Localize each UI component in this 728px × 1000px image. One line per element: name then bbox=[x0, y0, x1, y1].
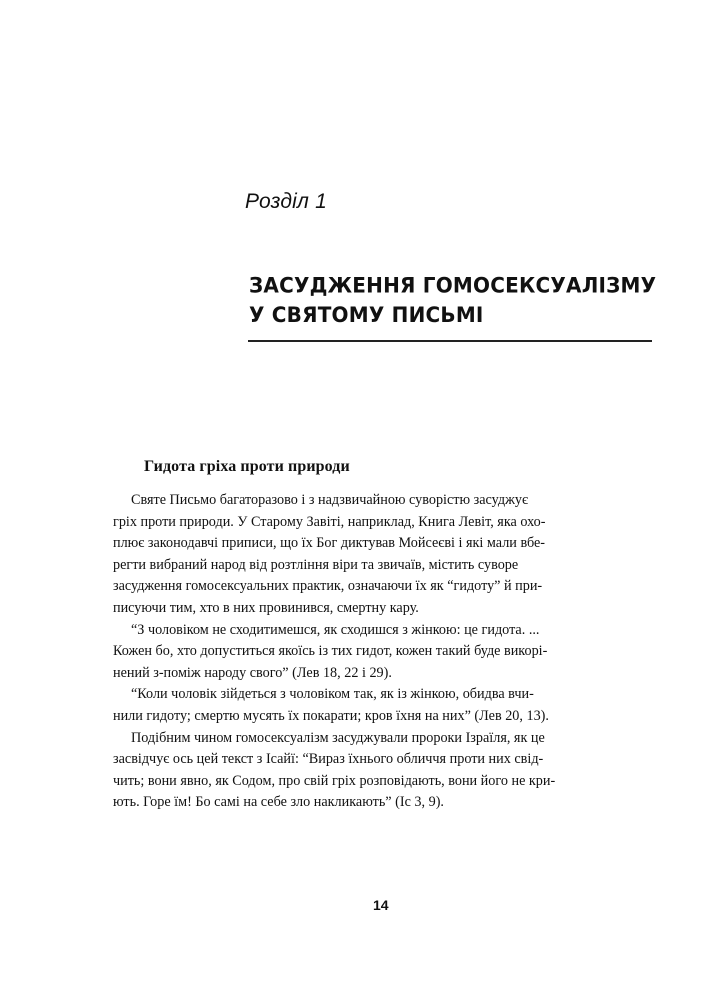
paragraph-line-3: плює законодавчі приписи, що їх Бог диктував Мойсеєві і які мали вбе- bbox=[113, 535, 546, 552]
quote-line-3: нений з-поміж народу свого” (Лев 18, 22 і 29). bbox=[113, 664, 392, 681]
paragraph-line-10: ють. Горе їм! Бо самі на себе зло накликають” (Іс 3, 9). bbox=[113, 794, 444, 811]
chapter-label: Розділ 1 bbox=[245, 190, 327, 213]
chapter-title-line-2: У СВЯТОМУ ПИСЬМІ bbox=[249, 301, 484, 328]
chapter-title bbox=[249, 270, 669, 329]
body-text bbox=[113, 490, 651, 814]
quote-line-2: Кожен бо, хто допуститься якоїсь із тих гидот, кожен такий буде викорі- bbox=[113, 643, 548, 660]
paragraph-line-4: регти вибраний народ від розтління віри та звичаїв, містить суворе bbox=[113, 556, 519, 573]
quote-line-4: “Коли чоловік зійдеться з чоловіком так, як із жінкою, обидва вчи- bbox=[131, 686, 534, 703]
paragraph-line-7: Подібним чином гомосексуалізм засуджували пророки Ізраїля, як це bbox=[131, 729, 545, 746]
paragraph-line-1: Святе Письмо багаторазово і з надзвичайною суворістю засуджує bbox=[131, 492, 529, 508]
paragraph-line-2: гріх проти природи. У Старому Завіті, наприклад, Книга Левіт, яка охо- bbox=[113, 513, 546, 530]
quote-line-5: нили гидоту; смертю мусять їх покарати; кров їхня на них” (Лев 20, 13). bbox=[113, 707, 549, 724]
quote-line-1: “З чоловіком не сходитимешся, як сходишся з жінкою: це гидота. ... bbox=[131, 621, 540, 638]
paragraph-line-5: засудження гомосексуальних практик, означаючи їх як “гидоту” й при- bbox=[113, 578, 543, 595]
title-divider bbox=[248, 340, 652, 342]
paragraph-line-8: засвідчує ось цей текст з Ісайї: “Вираз їхнього обличчя проти них свід- bbox=[113, 751, 544, 768]
paragraph-line-6: писуючи тим, хто в них провинився, смертну кару. bbox=[113, 599, 419, 616]
paragraph-line-9: чить; вони явно, як Содом, про свій гріх розповідають, вони його не кри- bbox=[113, 772, 556, 789]
section-heading: Гидота гріха проти природи bbox=[144, 458, 350, 475]
page-number: 14 bbox=[373, 897, 389, 913]
chapter-title-line-1: ЗАСУДЖЕННЯ ГОМОСЕКСУАЛІЗМУ bbox=[249, 272, 657, 298]
